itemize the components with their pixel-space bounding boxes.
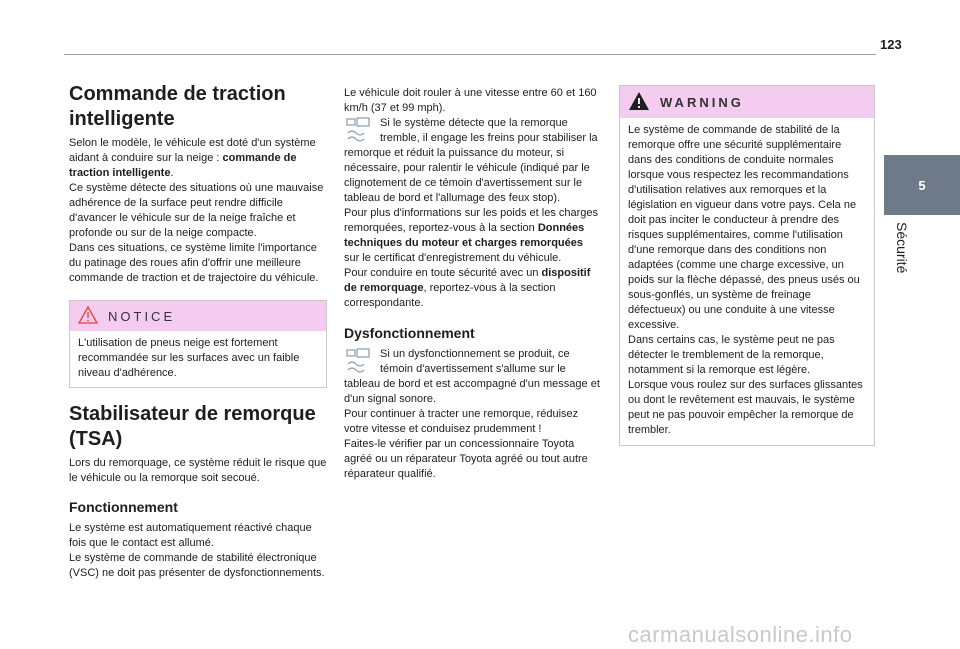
column-1 xyxy=(69,82,327,581)
paragraph: Ce système détecte des situations où une mauvaise adhérence de la surface peut rendre difficile d'avancer le véhicule sur de la neige fraîche et profonde ou sur de la neige compacte. xyxy=(69,182,324,239)
paragraph: Dans ces situations, ce système limite l'importance du patinage des roues afin d'offrir une meilleure commande de traction et de trajectoire du véhicule. xyxy=(69,242,319,284)
trailer-sway-warning-icon xyxy=(344,347,374,375)
chapter-label: Sécurité xyxy=(894,222,910,274)
paragraph: Pour continuer à tracter une remorque, réduisez votre vitesse et conduisez prudemment ! xyxy=(344,408,579,435)
warning-triangle-icon xyxy=(78,306,98,327)
warning-header xyxy=(620,86,874,118)
header-rule xyxy=(64,54,876,55)
warning-text xyxy=(620,118,874,445)
paragraph: Le système de commande de stabilité de la remorque offre une sécurité supplémentaire dans des conditions de conduite normales lorsque vous respectez les recommandations d'utilisation relatives aux remorques et la législation en vigueur dans votre pays. Cela ne doit pas inciter le conducteur à prendre des risques supplémentaires, comme l'utilisation d'une remorque dans des conditions non adaptées (comme une charge excessive, un poids sur la flèche dépassé, des pneus usés ou sous-gonflés, un système de freinage défectueux) ou une conduite à une vitesse excessive. xyxy=(628,124,860,331)
warning-box xyxy=(619,85,875,446)
paragraph: Lors du remorquage, ce système réduit le risque que le véhicule ou la remorque soit secoué. xyxy=(69,457,327,484)
page-number: 123 xyxy=(880,37,902,52)
paragraph-with-icon: Si le système détecte que la remorque tremble, il engage les freins pour stabiliser la remorque et réduit la puissance du moteur, si nécessaire, pour ralentir le véhicule (indiqué par le clignotement de ce témoin d'avertissement sur le tableau de bord et l'allumage des feux stop). xyxy=(344,117,598,204)
watermark: carmanualsonline.info xyxy=(628,622,853,647)
column-3 xyxy=(619,85,875,446)
paragraph: Lorsque vous roulez sur des surfaces glissantes ou dont le revêtement est mauvais, le système peut ne pas pouvoir empêcher la remorque de trembler. xyxy=(628,379,863,436)
trailer-sway-warning-icon xyxy=(344,116,374,144)
paragraph: Le système de commande de stabilité électronique (VSC) ne doit pas présenter de dysfonctionnements. xyxy=(69,552,325,579)
paragraph: Pour plus d'informations sur les poids et les charges remorquées, reportez-vous à la section Données techniques du moteur et charges remorquées sur le certificat d'enregistrement du véhicule. xyxy=(344,207,599,264)
paragraph: Faites-le vérifier par un concessionnaire Toyota agréé ou un réparateur Toyota agréé ou tout autre réparateur qualifié. xyxy=(344,438,588,480)
section-title-tsa: Stabilisateur de remorque (TSA) xyxy=(69,403,316,450)
subheading-dysfonctionnement: Dysfonctionnement xyxy=(344,325,475,341)
section-title-traction: Commande de traction intelligente xyxy=(69,83,286,130)
notice-box xyxy=(69,300,327,388)
column-2 xyxy=(344,86,601,482)
paragraph: Dans certains cas, le système peut ne pas détecter le tremblement de la remorque, notamment si la remorque est légère. xyxy=(628,334,835,376)
warning-title: WARNING xyxy=(660,94,744,110)
subheading-fonctionnement: Fonctionnement xyxy=(69,499,178,515)
paragraph: Pour conduire en toute sécurité avec un dispositif de remorquage, reportez-vous à la section correspondante. xyxy=(344,267,591,309)
warning-triangle-icon xyxy=(628,91,650,114)
paragraph: Selon le modèle, le véhicule est doté d'un système aidant à conduire sur la neige : commande de traction intelligente. xyxy=(69,137,316,179)
notice-header xyxy=(70,301,326,331)
paragraph-with-icon: Si un dysfonctionnement se produit, ce témoin d'avertissement s'allume sur le tableau de bord et est accompagné d'un message et d'un signal sonore. xyxy=(344,348,600,405)
notice-title: NOTICE xyxy=(108,308,176,324)
paragraph: Le système est automatiquement réactivé chaque fois que le contact est allumé. xyxy=(69,522,312,549)
chapter-tab[interactable] xyxy=(884,155,960,215)
chapter-number: 5 xyxy=(918,177,926,193)
paragraph: Le véhicule doit rouler à une vitesse entre 60 et 160 km/h (37 et 99 mph). xyxy=(344,87,597,114)
notice-text: L'utilisation de pneus neige est fortement recommandée sur les surfaces avec un faible niveau d'adhérence. xyxy=(78,337,300,379)
